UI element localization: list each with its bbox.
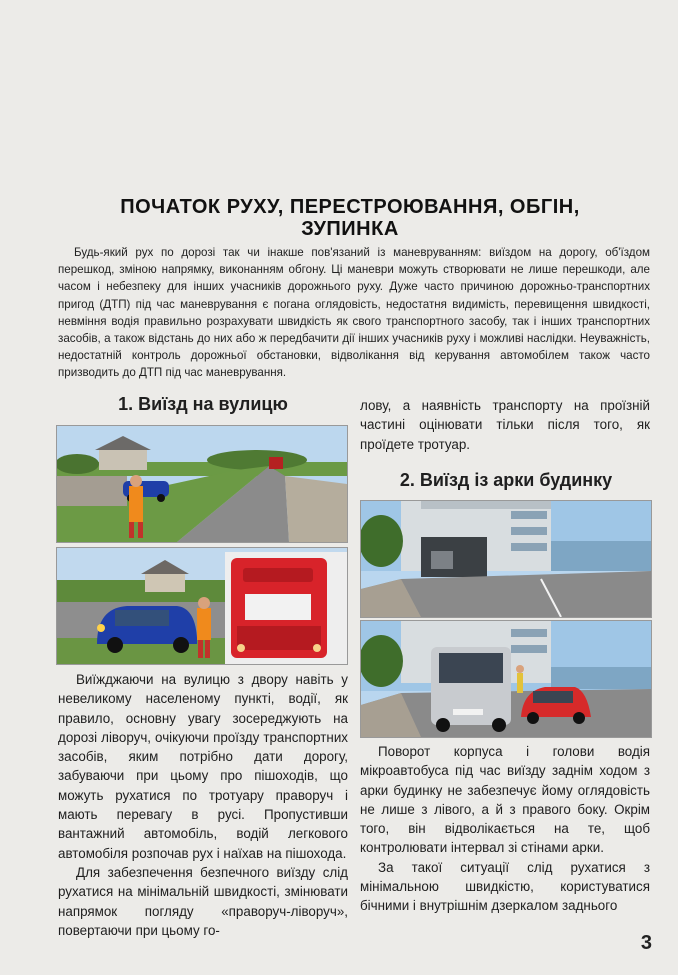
illustration-street-exit-2 [56,547,348,665]
section2-paragraph-1: Поворот корпуса і голови водія мікроавтобуса під час виїзду заднім ходом з арки будинку не забезпечує йому оглядовість не лише з лівого, а й з правого боку. Окрім того, він відволікається на те, щоб контролювати інтервал зі стінами арки. [360,744,650,856]
left-column-text [58,670,348,940]
page-number: 3 [640,932,652,954]
illustration-arch-exit-2 [360,620,652,738]
right-column-continuation [360,396,650,454]
right-column-text [360,742,650,916]
section2-paragraph-2: За такої ситуації слід рухатися з мінімальною швидкістю, користуватися бічними і внутрішнім дзеркалом заднього [360,859,650,914]
intro-text [58,244,650,382]
section1-paragraph-2: Для забезпечення безпечного виїзду слід рухатися на мінімальній швидкості, змінювати напрямок погляду «праворуч-ліворуч», повертаючи при цьому го- [58,864,348,938]
illustration-street-exit-1 [56,425,348,543]
section1-heading: 1. Виїзд на вулицю [118,394,288,414]
page-title: ПОЧАТОК РУХУ, ПЕРЕСТРОЮВАННЯ, ОБГІН, ЗУПИНКА [120,196,580,240]
section1-paragraph-1: Виїжджаючи на вулицю з двору навіть у невеликому населеному пункті, водії, як правило, основну увагу зосереджують на дорозі ліворуч, очікуючи проїзду транспортних засобів, яким потрібно дати дорогу, забуваючи при цьому про пішоходів, що можуть рухатися по тротуару праворуч і мають перевагу в русі. Пропустивши вантажний автомобіль, водій легкового автомобіля розпочав рух і наїхав на пішохода. [58,672,348,861]
intro-paragraph: Будь-який рух по дорозі так чи інакше пов'язаний із маневруванням: виїздом на дорогу, об'їздом перешкод, зміною напрямку, виконанням обгону. Ці маневри можуть створювати не лише перешкоди, але часом і небезпеку для інших учасників дорожнього руху. Дуже часто причиною дорожньо-транспортних пригод (ДТП) під час маневрування є погана оглядовість, недостатня видимість, перевищення швидкості, невміння водія правильно розрахувати швидкість як свого транспортного засобу, так і інших транспортних засобів, а також відстань до них або ж передбачити дії інших учасників руху і можливі наслідки. Неуважність, недостатній контроль дорожньої обстановки, відволікання від керування автомобілем також часто призводить до ДТП під час маневрування. [58,246,650,380]
section1-paragraph-2-continued: лову, а наявність транспорту на проїзній частині оцінювати тільки після того, як проїдете тротуар. [360,398,650,452]
section2-heading: 2. Виїзд із арки будинку [399,470,613,490]
illustration-arch-exit-1 [360,500,652,618]
